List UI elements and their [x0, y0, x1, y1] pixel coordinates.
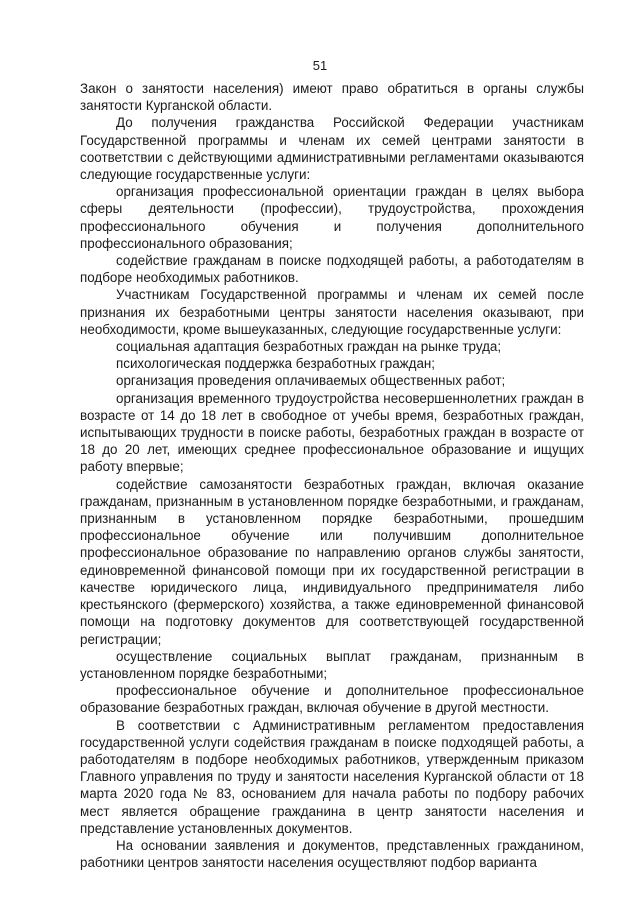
paragraph: организация профессиональной ориентации граждан в целях выбора сферы деятельности (профессии), трудоустройства, прохождения профессионального обучения и получения дополнительного профессионального образования;: [80, 184, 584, 251]
paragraph: Закон о занятости населения) имеют право обратиться в органы службы занятости Курганской области.: [80, 81, 584, 114]
paragraph: социальная адаптация безработных граждан на рынке труда;: [116, 339, 502, 355]
paragraph: организация временного трудоустройства несовершеннолетних граждан в возрасте от 14 до 18 лет в свободное от учебы время, безработных граждан, испытывающих трудности в поиске работы, безработных граждан в возрасте от 18 до 20 лет, имеющих среднее профессиональное образование и ищущих работу впервые;: [80, 390, 584, 475]
paragraph: содействие самозанятости безработных граждан, включая оказание гражданам, признанным в установленном порядке безработными, и гражданам, признанным в установленном порядке безработными, прошедшим профессиональное обучение или получившим дополнительное профессиональное образование по направлению органов службы занятости, единовременной финансовой помощи при их государственной регистрации в качестве юридического лица, индивидуального предпринимателя либо крестьянского (фермерского) хозяйства, а также единовременной финансовой помощи на подготовку документов для соответствующей государственной регистрации;: [80, 476, 584, 647]
paragraph: психологическая поддержка безработных граждан;: [116, 356, 436, 372]
paragraph: профессиональное обучение и дополнительное профессиональное образование безработных граждан, включая обучение в другой местности.: [80, 683, 584, 716]
paragraph: организация проведения оплачиваемых общественных работ;: [116, 373, 506, 389]
paragraph: В соответствии с Административным регламентом предоставления государственной услуги содействия гражданам в поиске подходящей работы, а работодателям в подборе необходимых работников, утвержденным приказом Главного управления по труду и занятости населения Курганской области от 18 марта 2020 года № 83, основанием для начала работы по подбору рабочих мест является обращение гражданина в центр занятости населения и представление установленных документов.: [80, 717, 584, 836]
paragraph: На основании заявления и документов, представленных гражданином, работники центров занятости населения осуществляют подбор варианта: [80, 837, 584, 871]
paragraph: До получения гражданства Российской Федерации участникам Государственной программы и членам их семей центрами занятости в соответствии с действующими административными регламентами оказываются следующие государственные услуги:: [80, 115, 584, 183]
paragraph: содействие гражданам в поиске подходящей работы, а работодателям в подборе необходимых работников.: [80, 253, 584, 286]
paragraph: осуществление социальных выплат гражданам, признанным в установленном порядке безработными;: [80, 648, 584, 681]
paragraph: Участникам Государственной программы и членам их семей после признания их безработными центры занятости населения оказывают, при необходимости, кроме вышеуказанных, следующие государственные услуги:: [80, 287, 584, 337]
document-body: [80, 80, 584, 871]
page-number: 51: [312, 58, 328, 73]
